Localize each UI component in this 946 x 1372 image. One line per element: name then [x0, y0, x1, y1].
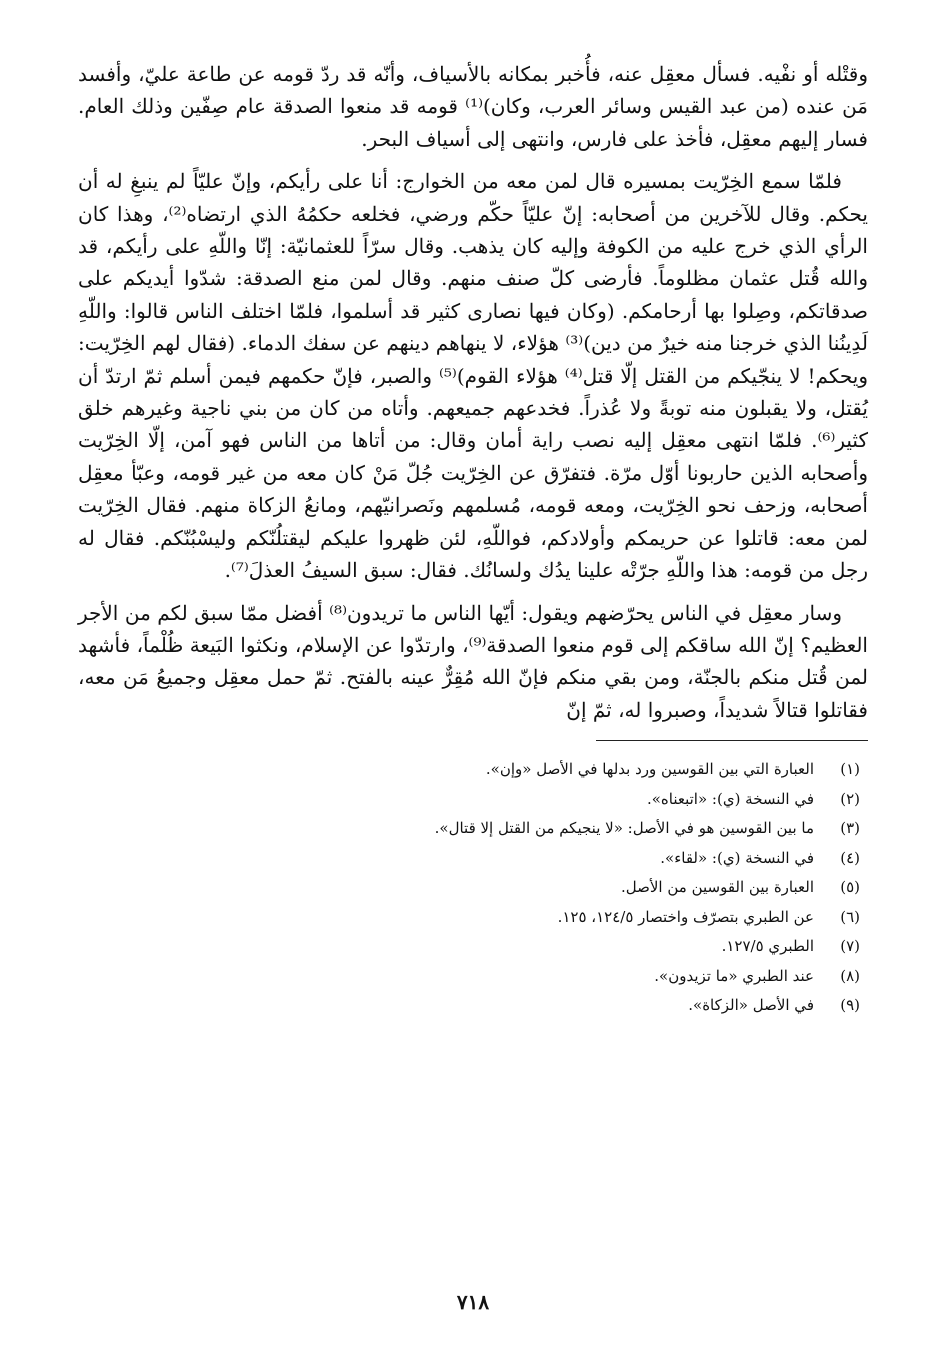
paragraph: وسار معقِل في الناس يحرّضهم ويقول: أيّها الناس ما تريدون⁽⁸⁾ أفضل ممّا سبق لكم من الأجر العظيم؟ إنّ الله ساقكم إلى قوم منعوا الصدقة⁽⁹⁾، وارتدّوا عن الإسلام، ونكثوا البَيعة ظُلْماً، فأشهد لمن قُتل منكم بالجنّة، ومن بقي منكم فإنّ الله مُقِرٌّ عينه بالفتح. ثمّ حمل معقِل وجميعُ مَن معه، فقاتلوا قتالاً شديداً، وصبروا له، ثمّ إنّ [78, 600, 868, 722]
footnote-text: العبارة التي بين القوسين ورد بدلها في الأصل «وإن». [485, 760, 814, 779]
footnote [78, 814, 860, 844]
footnote-number: (٨) [840, 966, 860, 985]
footnote-text: عند الطبري «ما تزيدون». [654, 966, 814, 985]
footnote-number: (٩) [840, 996, 860, 1015]
footnote-text: العبارة بين القوسين من الأصل. [621, 878, 814, 897]
footnote-number: (٤) [840, 848, 860, 867]
paragraph: وقتْله أو نفْيه. فسأل معقِل عنه، فأُخبر بمكانه بالأسياف، وأنّه قد ردّ قومه عن طاعة عليّ، وأفسد مَن عنده (من عبد القيس وسائر العرب، وكان)⁽¹⁾ قومه قد منعوا الصدقة عام صِفّين وذلك العام. فسار إليهم معقِل، فأخذ على فارس، وانتهى إلى أسياف البحر. [78, 62, 869, 151]
footnote-text: الطبري ١٢٧/٥. [721, 937, 814, 956]
footnote-text: في النسخة (ي): «اتبعناه». [646, 789, 814, 808]
footnote [78, 991, 860, 1021]
footnotes [78, 755, 860, 1021]
footnote [78, 903, 860, 933]
footnote-number: (٥) [840, 878, 860, 897]
paragraph: فلمّا سمع الخِرّيت بمسيره قال لمن معه من الخوارج: أنا على رأيكم، وإنّ عليّاً لم ينبغِ له أن يحكم. وقال للآخرين من أصحابه: إنّ عليّاً حكّم ورضي، فخلعه حكمُهُ الذي ارتضاه⁽²⁾، وهذا كان الرأي الذي خرج عليه من الكوفة وإليه كان يذهب. وقال سرّاً للعثمانيّة: إنّا واللّهِ على رأيكم، قد والله قُتل عثمان مظلوماً. فأرضى كلّ صنف منهم. وقال لمن منع الصدقة: شدّوا أيديكم على صدقاتكم، وصِلوا بها أرحامكم. (وكان فيها نصارى كثير قد أسلموا، فلمّا اختلف الناس قالوا: واللّهِ لَدِينُنا الذي خرجنا منه خيرٌ من دين)⁽³⁾ هؤلاء، لا ينهاهم دينهم عن سفك الدماء. (فقال لهم الخِرّيت: ويحكم! لا ينجّيكم من القتل إلّا قتل⁽⁴⁾ هؤلاء القوم)⁽⁵⁾ والصبر، فإنّ حكمهم فيمن أسلم ثمّ ارتدّ أن يُقتل، ولا يقبلون منه توبةً ولا عُذراً. فخدعهم جميعهم. وأتاه من كان من بني ناجية وغيرهم خلق كثير⁽⁶⁾. فلمّا انتهى معقِل إليه نصب راية أمان وقال: من أتاها من الناس فهو آمن، إلّا الخِرّيت وأصحابه الذين حاربونا أوّل مرّة. فتفرّق عن الخِرّيت جُلّ مَنْ كان معه من غير قومه، وعبّأ معقِل أصحابه، وزحف نحو الخِرّيت، ومعه قومه، مُسلمهم ونَصرانيّهم، ومانعُ الزكاة منهم. فقال الخِرّيت لمن معه: قاتلوا عن حريمكم وأولادكم، فواللّهِ، لئن ظهروا عليكم ليقتلُنّكم وليسْبُنّكم. فقال له رجل من قومه: هذا واللّهِ جرّتْه علينا يدُك ولسانُك. فقال: سبق السيفُ العذلَ⁽⁷⁾. [78, 169, 869, 583]
footnote-text: في النسخة (ي): «لقاء». [660, 848, 814, 867]
page-number: ٧١٨ [456, 1290, 490, 1314]
footnote-number: (٦) [840, 907, 860, 926]
footnote-number: (٧) [840, 937, 860, 956]
footnote-number: (٣) [840, 819, 860, 838]
footnote-number: (١) [840, 760, 860, 779]
footnote [78, 932, 860, 962]
main-text [78, 58, 868, 726]
footnote-text: في الأصل «الزكاة». [688, 996, 814, 1015]
footnote [78, 785, 860, 815]
footnote [78, 962, 860, 992]
footnote-separator [596, 740, 868, 741]
footnote [78, 844, 860, 874]
footnote-number: (٢) [840, 789, 860, 808]
footnote-text: ما بين القوسين هو في الأصل: «لا ينجيكم من القتل إلا قتال». [434, 819, 814, 838]
footnote [78, 755, 860, 785]
footnote-text: عن الطبري بتصرّف واختصار ١٢٤/٥، ١٢٥. [557, 907, 814, 926]
footnote [78, 873, 860, 903]
